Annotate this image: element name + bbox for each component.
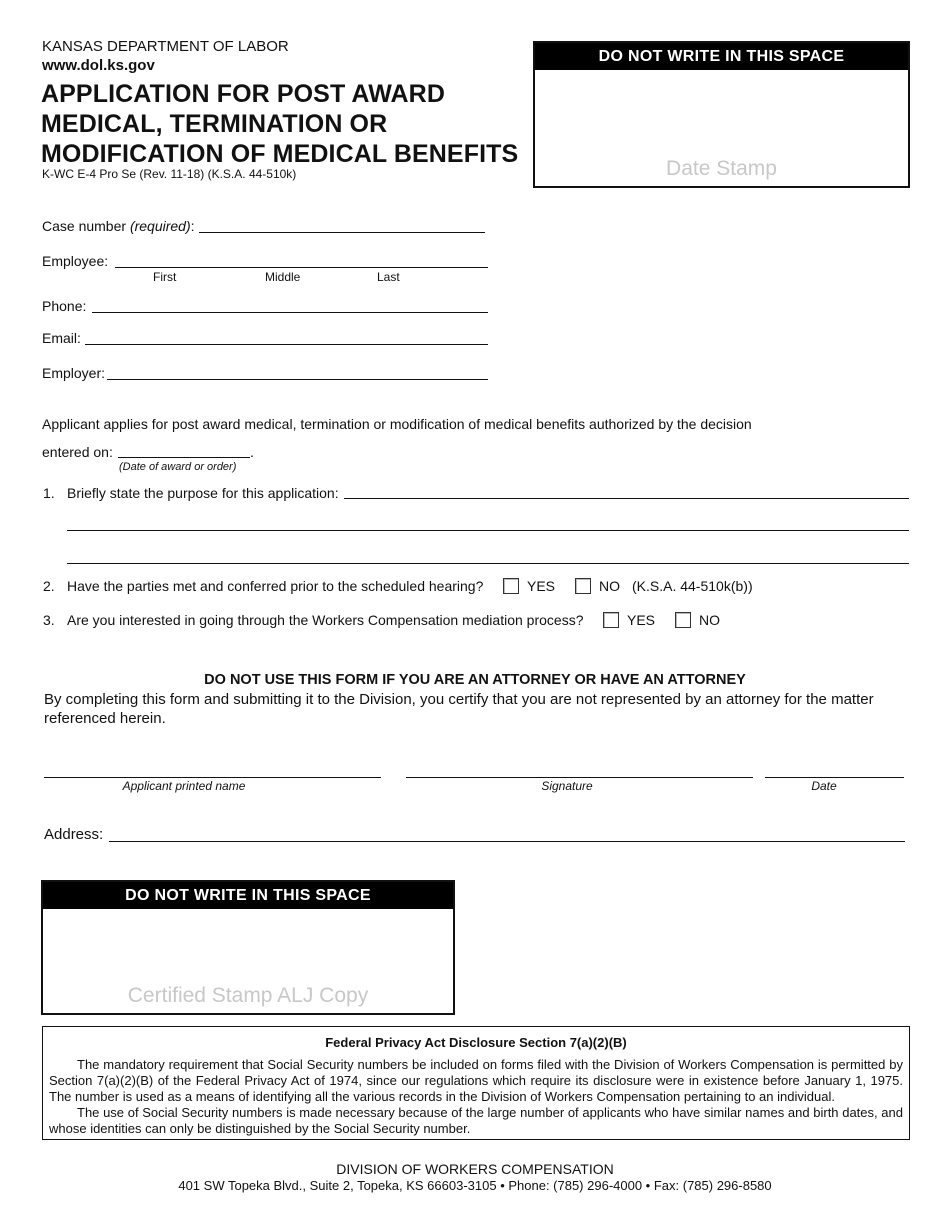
form-title-line2: MEDICAL, TERMINATION OR (41, 110, 388, 138)
footer-division: DIVISION OF WORKERS COMPENSATION (336, 1161, 614, 1177)
question-2-yes-label: YES (527, 578, 556, 594)
privacy-act-heading: Federal Privacy Act Disclosure Section 7(a)(2)(B) (325, 1035, 627, 1050)
date-stamp-header: DO NOT WRITE IN THIS SPACE (535, 43, 908, 70)
purpose-field-line-2[interactable] (67, 530, 909, 531)
footer-contact: 401 SW Topeka Blvd., Suite 2, Topeka, KS 66603-3105 • Phone: (785) 296-4000 • Fax: (785) 296-8580 (178, 1178, 772, 1193)
question-1-number: 1. (43, 485, 55, 501)
question-1-text: Briefly state the purpose for this application: (67, 485, 339, 501)
signature-field[interactable] (406, 777, 753, 778)
employee-first-caption: First (153, 270, 177, 284)
employee-middle-caption: Middle (265, 270, 301, 284)
certified-stamp-header: DO NOT WRITE IN THIS SPACE (43, 882, 453, 909)
question-2-statute-ref: (K.S.A. 44-510k(b)) (632, 578, 753, 594)
date-field[interactable] (765, 777, 904, 778)
question-3-yes-checkbox[interactable] (603, 612, 619, 628)
date-stamp-box (533, 41, 910, 188)
certified-stamp-box (41, 880, 455, 1015)
employee-label: Employee: (42, 253, 109, 269)
question-2-text: Have the parties met and conferred prior to the scheduled hearing? (67, 578, 484, 594)
attorney-certification-text: By completing this form and submitting it to the Division, you certify that you are not represented by an attorney for the matter referenced herein. (44, 691, 874, 727)
question-2-number: 2. (43, 578, 55, 594)
address-label: Address: (44, 826, 104, 843)
question-2-yes-checkbox[interactable] (503, 578, 519, 594)
case-number-label: Case number (required): (42, 218, 195, 234)
question-3-yes-label: YES (627, 612, 656, 628)
phone-field[interactable] (92, 312, 488, 313)
entered-on-period: . (250, 444, 254, 460)
date-caption: Date (811, 779, 837, 793)
address-field[interactable] (109, 841, 905, 842)
signature-caption: Signature (541, 779, 593, 793)
email-label: Email: (42, 330, 81, 346)
award-date-hint: (Date of award or order) (119, 461, 237, 473)
employer-field[interactable] (107, 379, 488, 380)
award-date-field[interactable] (118, 457, 250, 458)
case-number-field[interactable] (199, 232, 485, 233)
phone-label: Phone: (42, 298, 87, 314)
form-title (41, 79, 531, 169)
email-field[interactable] (85, 344, 488, 345)
question-3-number: 3. (43, 612, 55, 628)
attorney-warning-heading: DO NOT USE THIS FORM IF YOU ARE AN ATTORNEY OR HAVE AN ATTORNEY (204, 672, 746, 688)
entered-on-label: entered on: (42, 444, 113, 460)
employee-field[interactable] (115, 267, 488, 268)
question-3-no-checkbox[interactable] (675, 612, 691, 628)
form-id: K-WC E-4 Pro Se (Rev. 11-18) (K.S.A. 44-510k) (42, 167, 297, 181)
certified-stamp-placeholder: Certified Stamp ALJ Copy (127, 984, 369, 1007)
date-stamp-placeholder: Date Stamp (666, 157, 777, 180)
agency-website: www.dol.ks.gov (42, 57, 155, 74)
employer-label: Employer: (42, 365, 106, 381)
form-title-line1: APPLICATION FOR POST AWARD (41, 80, 445, 108)
privacy-act-paragraph-1: The mandatory requirement that Social Security numbers be included on forms filed with the Division of Workers Compensation is permitted by Section 7(a)(2)(B) of the Federal Privacy Act of 1974, since our regulations which require its disclosure were in existence before January 1, 1975. The number is used as a means of identifying all the various records in the Division of Workers Compensation pertaining to an individual. (49, 1057, 903, 1104)
applicant-printed-name-field[interactable] (44, 777, 381, 778)
question-3-text: Are you interested in going through the Workers Compensation mediation process? (67, 612, 584, 628)
privacy-act-disclosure (42, 1026, 910, 1140)
purpose-field-line-3[interactable] (67, 563, 909, 564)
form-title-line3: MODIFICATION OF MEDICAL BENEFITS (41, 140, 519, 168)
employee-last-caption: Last (377, 270, 400, 284)
question-2-no-checkbox[interactable] (575, 578, 591, 594)
question-3-no-label: NO (699, 612, 720, 628)
agency-name: KANSAS DEPARTMENT OF LABOR (42, 38, 289, 55)
application-statement: Applicant applies for post award medical, termination or modification of medical benefits authorized by the decision (42, 416, 752, 432)
privacy-act-paragraph-2: The use of Social Security numbers is made necessary because of the large number of applicants who have similar names and birth dates, and whose identities can only be distinguished by the Social Security number. (49, 1105, 903, 1136)
purpose-field-line-1[interactable] (344, 498, 909, 499)
applicant-printed-name-caption: Applicant printed name (122, 779, 246, 793)
question-2-no-label: NO (599, 578, 620, 594)
